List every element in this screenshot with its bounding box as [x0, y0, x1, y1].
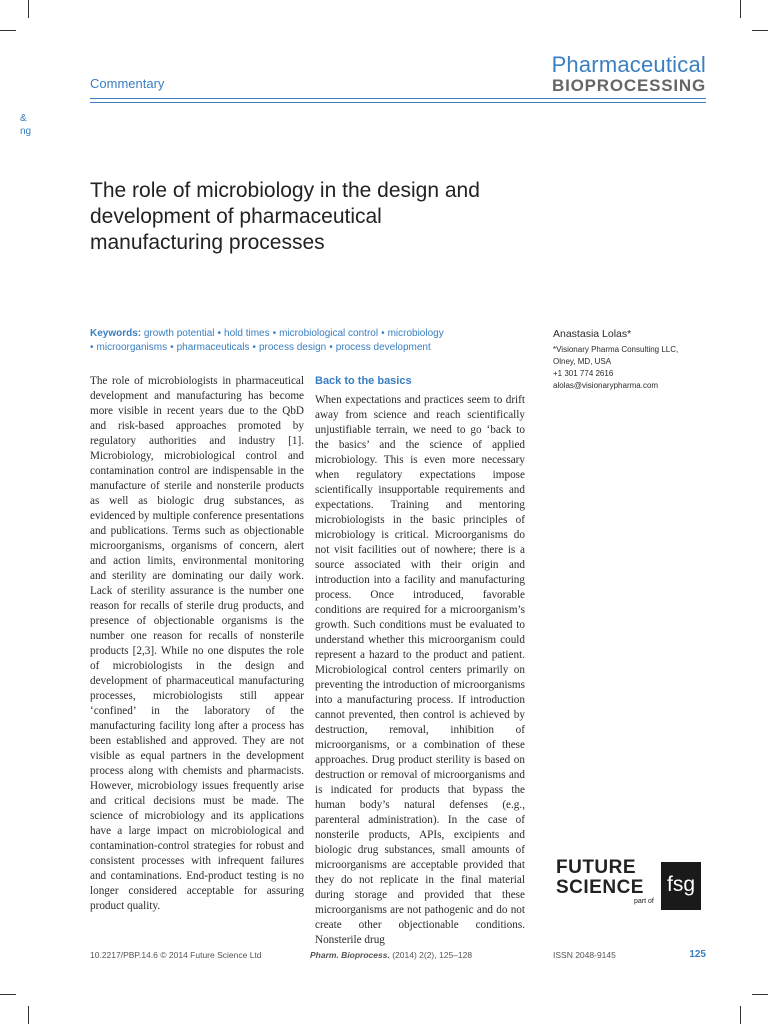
author-block [553, 328, 713, 392]
header-rule [90, 98, 706, 103]
keyword: microbiology [387, 328, 444, 339]
author-phone: +1 301 774 2616 [553, 369, 614, 378]
section-label: Commentary [90, 76, 165, 91]
crop-mark-bottom-left [28, 1006, 29, 1024]
keywords [90, 327, 510, 354]
keyword-separator: • [217, 328, 222, 339]
keyword-separator: • [252, 341, 256, 353]
crop-mark-bottom-right [740, 1006, 741, 1024]
logo-future-text: FUTURE [556, 857, 637, 878]
margin-fragment: & [20, 113, 27, 124]
article-title: The role of microbiology in the design and development of pharmaceutical manufacturing processes [90, 179, 480, 254]
keyword: hold times [224, 328, 270, 339]
body-paragraph: The role of microbiologists in pharmaceutical development and manufacturing has become more visible in recent years due to the QbD and risk-based approaches promoted by regulatory authorities and industry [1]. Microbiology, microbiological control and contamination control are indispensable in the manufacture of sterile and nonsterile products as well as biologic drug substances, as evidenced by multiple conference presentations and publications. Terms such as objectionable microorganisms, organisms of concern, alert and action limits, environmental monitoring and sterility are dominating our daily work. Lack of sterility assurance is the number one reason for recalls of sterile drug products, and presence of objectionable organisms is the number one reason for recalls of nonsterile products [2,3]. While no one disputes the role of microbiologists in the design and development of pharmaceutical manufacturing processes, microbiologists still appear ‘confined’ in the laboratory of the manufacturing facility long after a process has been established and approved. They are not visible as equal partners in the development process along with chemists and pharmacists. However, microbiology issues frequently arise and critical decisions must be made. The science of microbiology and its applications have a large impact on microbiological and contamination-control strategies for robust and consistent processes with infrequent failures and contaminations. End-product testing is no longer considered acceptable for assuring product quality. [90, 375, 304, 912]
footer-doi: 10.2217/PBP.14.6 © 2014 Future Science Ltd [90, 950, 262, 960]
logo-part-of-text: part of [634, 898, 654, 905]
body-column-1 [90, 374, 304, 914]
keyword-separator: • [272, 328, 277, 339]
footer-citation [310, 950, 472, 960]
margin-fragment: ng [20, 126, 32, 137]
keyword: process design [258, 341, 327, 353]
page-number: 125 [689, 949, 706, 960]
crop-mark-top-right [740, 0, 741, 18]
keyword: pharmaceuticals [176, 341, 250, 353]
body-paragraph: When expectations and practices seem to drift away from science and reach scientifically unjustifiable terrain, we need to go ‘back to the basics’ and the science of applied microbiology. This is even more necessary when regulatory expectations impose scientifically insupportable requirements and expectations. Training and mentoring microbiologists in the basic principles of microbiology is critical. Microorganisms do not visit facilities out of nowhere; there is a source associated with their origin and introduction into a facility and manufacturing process. Once introduced, favorable conditions are required for a microorganism’s growth. Such conditions must be evaluated to understand whether this microorganism could represent a hazard to the product and patient. Microbiological control centers primarily on preventing the introduction of microorganisms into a manufacturing process. If introduction cannot prevented, then control is achieved by destruction, removal, inhibition of microorganisms, or a combination of these approaches. Drug product sterility is based on destruction or removal of microorganisms and is indicated for products that bypass the human body’s natural defenses (e.g., parenteral administration). In the case of nonsterile products, APIs, excipients and biologic drug substances, small amounts of microorganisms are acceptable provided that they do not replicate in the final material during storage and provided that these microorganisms are not pathogenic and do not create other objectionable conditions. Nonsterile drug [315, 394, 525, 946]
journal-brand-bottom: BIOPROCESSING [552, 76, 706, 95]
author-location: Olney, MD, USA [553, 357, 612, 366]
author-name: Anastasia Lolas* [553, 328, 632, 340]
logo-science-text: SCIENCE [556, 877, 644, 898]
keyword: microbiological control [279, 328, 379, 339]
crop-mark-top-left [28, 0, 29, 18]
crop-mark-right-lower [752, 994, 768, 995]
keyword-separator: • [170, 341, 174, 353]
keyword: growth potential [143, 328, 215, 339]
footer-journal: Pharm. Bioprocess. [310, 950, 390, 960]
crop-mark-left-lower [0, 994, 16, 995]
keyword: process development [335, 341, 431, 353]
footer-volume: (2014) 2(2), 125–128 [392, 950, 473, 960]
keyword-separator: • [381, 328, 385, 339]
crop-mark-left-upper [0, 30, 16, 31]
future-science-logo [556, 858, 644, 898]
section-heading: Back to the basics [315, 375, 412, 387]
author-affiliation: *Visionary Pharma Consulting LLC, [553, 345, 679, 354]
journal-brand-top: Pharmaceutical [551, 52, 706, 77]
keyword-separator: • [90, 341, 94, 353]
body-column-2 [315, 374, 525, 948]
crop-mark-right-upper [752, 30, 768, 31]
author-email[interactable]: alolas@visionarypharma.com [553, 381, 659, 390]
keyword: microorganisms [96, 341, 168, 353]
keywords-label: Keywords: [90, 328, 142, 339]
keyword-separator: • [329, 341, 333, 353]
footer-issn: ISSN 2048-9145 [553, 950, 616, 960]
fsg-logo: fsg [661, 862, 701, 910]
